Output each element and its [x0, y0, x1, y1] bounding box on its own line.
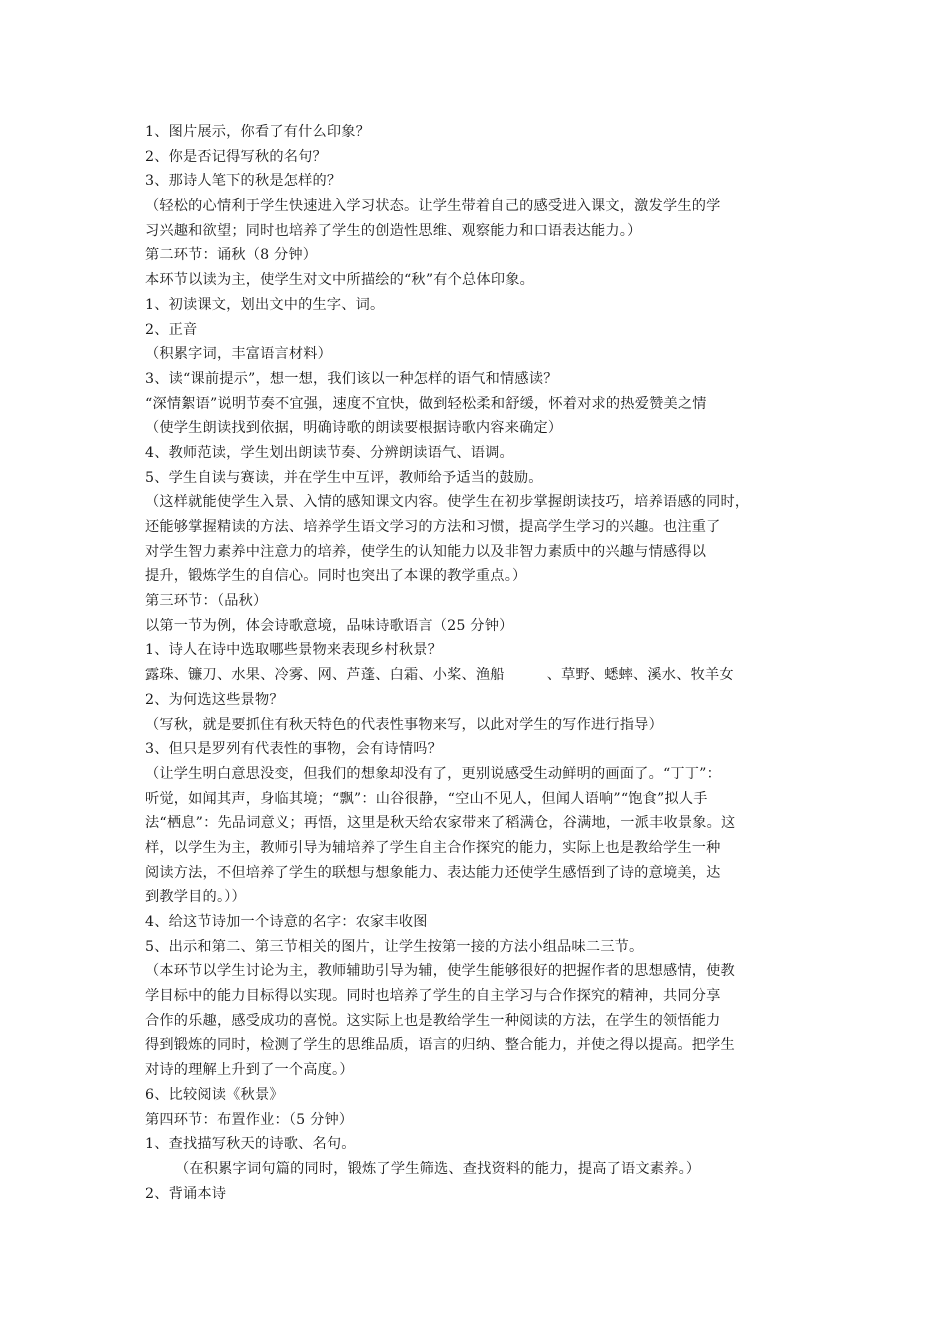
text-line: 样，以学生为主，教师引导为辅培养了学生自主合作探究的能力，实际上也是教给学生一种	[145, 839, 721, 856]
text-line: 6、比较阅读《秋景》	[145, 1086, 284, 1103]
text-line: 2、背诵本诗	[145, 1185, 227, 1202]
text-line: 5、学生自读与赛读，并在学生中互评，教师给予适当的鼓励。	[145, 469, 543, 486]
section-heading-2: 第二环节：诵秋（8 分钟）	[145, 247, 318, 264]
text-line: 1、查找描写秋天的诗歌、名句。	[145, 1136, 356, 1153]
text-line: （让学生明白意思没变，但我们的想象却没有了，更别说感受生动鲜明的画面了。“丁丁”：	[145, 765, 722, 782]
text-line: 学目标中的能力目标得以实现。同时也培养了学生的自主学习与合作探究的精神，共同分享	[145, 988, 721, 1005]
text-line: 习兴趣和欲望；同时也培养了学生的创造性思维、观察能力和口语表达能力。）	[145, 222, 642, 239]
text-line: （本环节以学生讨论为主，教师辅助引导为辅，使学生能够很好的把握作者的思想感情，使教	[145, 963, 735, 980]
text-line: 2、你是否记得写秋的名句？	[145, 148, 327, 165]
text-line: 3、那诗人笔下的秋是怎样的？	[145, 173, 342, 190]
text-line: 还能够掌握精读的方法、培养学生语文学习的方法和习惯，提高学生学习的兴趣。也注重了	[145, 519, 721, 535]
text-line: 4、教师范读，学生划出朗读节奏、分辨朗读语气、语调。	[145, 444, 514, 461]
text-line: 3、读“课前提示”，想一想，我们该以一种怎样的语气和情感读？	[145, 370, 558, 387]
scenery-list: 露珠、镰刀、水果、冷雾、网、芦蓬、白霜、小桨、渔船	[145, 667, 505, 684]
text-line: 2、正音	[145, 321, 198, 338]
text-line: 听觉，如闻其声，身临其境；“飘”：山谷很静，“空山不见人，但闻人语响”“饱食”拟人手	[145, 790, 708, 807]
text-line: 2、为何选这些景物？	[145, 691, 284, 708]
text-line: （写秋，就是要抓住有秋天特色的代表性事物来写，以此对学生的写作进行指导）	[145, 716, 663, 733]
text-line: 以第一节为例，体会诗歌意境，品味诗歌语言（25 分钟）	[145, 617, 514, 634]
text-line: 得到锻炼的同时，检测了学生的思维品质，语言的归纳、整合能力，并使之得以提高。把学生	[145, 1037, 735, 1054]
text-line: 1、图片展示，你看了有什么印象？	[145, 124, 371, 140]
text-line: （轻松的心情利于学生快速进入学习状态。让学生带着自己的感受进入课文，激发学生的学	[145, 198, 721, 215]
text-line: 5、出示和第二、第三节相关的图片，让学生按第一接的方法小组品味二三节。	[145, 938, 644, 955]
scenery-line	[145, 663, 810, 688]
text-line: 提升，锻炼学生的自信心。同时也突出了本课的教学重点。）	[145, 568, 527, 585]
document-page	[145, 120, 810, 1206]
text-line: （积累字词，丰富语言材料）	[145, 346, 333, 363]
text-line: 1、诗人在诗中选取哪些景物来表现乡村秋景？	[145, 642, 442, 659]
text-line: （在积累字词句篇的同时，锻炼了学生筛选、查找资料的能力，提高了语文素养。）	[175, 1160, 701, 1177]
text-line: 阅读方法，不但培养了学生的联想与想象能力、表达能力还使学生感悟到了诗的意境美，达	[145, 864, 721, 881]
text-line: 3、但只是罗列有代表性的事物，会有诗情吗？	[145, 741, 442, 758]
text-line: 对诗的理解上升到了一个高度。）	[145, 1062, 354, 1079]
text-line: 4、给这节诗加一个诗意的名字：农家丰收图	[145, 914, 428, 930]
scenery-list-tail: 、草野、蟋蟀、溪水、牧羊女	[546, 667, 734, 684]
section-heading-3: 第三环节：（品秋）	[145, 593, 268, 610]
text-line: 到教学目的。））	[145, 889, 246, 906]
text-line: 1、初读课文，划出文中的生字、词。	[145, 296, 385, 313]
text-line: （这样就能使学生入景、入情的感知课文内容。使学生在初步掌握朗读技巧，培养语感的同时，	[145, 494, 750, 511]
text-line: 法“栖息”：先品词意义；再悟，这里是秋天给农家带来了稻满仓，谷满地，一派丰收景象。这	[145, 815, 736, 832]
text-line: 合作的乐趣，感受成功的喜悦。这实际上也是教给学生一种阅读的方法，在学生的领悟能力	[145, 1012, 721, 1029]
text-line: （使学生朗读找到依据，明确诗歌的朗读要根据诗歌内容来确定）	[145, 420, 563, 437]
section-heading-4: 第四环节：布置作业：（5 分钟）	[145, 1111, 354, 1128]
text-line: 本环节以读为主，使学生对文中所描绘的“秋”有个总体印象。	[145, 272, 534, 289]
text-line: 对学生智力素养中注意力的培养，使学生的认知能力以及非智力素质中的兴趣与情感得以	[145, 543, 707, 560]
text-line: “深情絮语”说明节奏不宜强，速度不宜快，做到轻松柔和舒缓，怀着对求的热爱赞美之情	[145, 395, 707, 412]
